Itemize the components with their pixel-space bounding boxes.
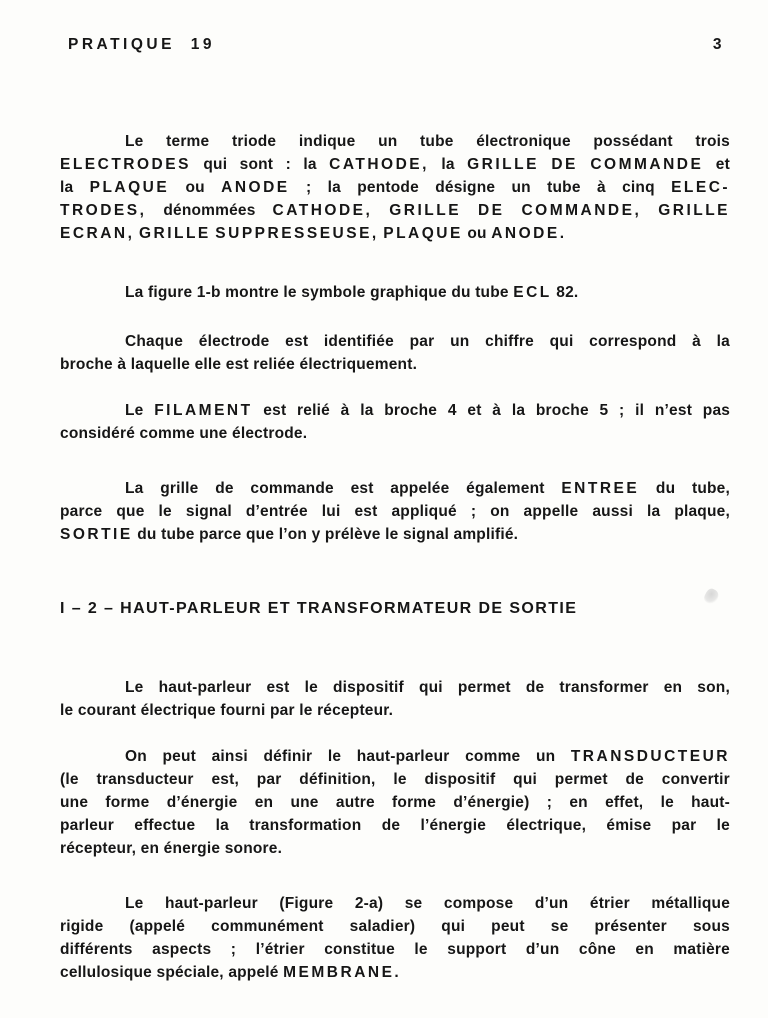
paragraph (60, 676, 730, 722)
text-line: ELECTRODES qui sont : la CATHODE, la GRILLE DE COMMANDE et (60, 156, 730, 173)
caps-emphasis: CATHODE, (329, 156, 429, 173)
paragraph (60, 745, 730, 860)
caps-emphasis: TRODES, (60, 202, 147, 219)
paragraph (60, 892, 730, 984)
text-line: parce que le signal d’entrée lui est appliqué ; on appelle aussi la plaque, (60, 503, 730, 520)
text-line: Le haut-parleur est le dispositif qui permet de transformer en son, (125, 679, 730, 696)
text-line: La grille de commande est appelée également ENTREE du tube, (125, 480, 731, 497)
text-line: récepteur, en énergie sonore. (60, 840, 283, 857)
text-line: Le FILAMENT est relié à la broche 4 et à la broche 5 ; il n’est pas (125, 402, 731, 419)
caps-emphasis: COMMANDE (590, 156, 704, 173)
text-line: TRODES, dénommées CATHODE, GRILLE DE COMMANDE, GRILLE (60, 202, 731, 219)
caps-emphasis: GRILLE (467, 156, 539, 173)
caps-emphasis: GRILLE (138, 225, 211, 242)
text-line: On peut ainsi définir le haut-parleur comme un TRANSDUCTEUR (125, 748, 731, 765)
paragraph (60, 281, 730, 304)
paragraph (60, 477, 730, 546)
text-line: Le haut-parleur (Figure 2-a) se compose d’un étrier métallique (125, 895, 731, 912)
page-header (0, 0, 768, 55)
caps-emphasis: GRILLE (658, 202, 731, 219)
caps-emphasis: ANODE (221, 179, 290, 196)
caps-emphasis: FILAMENT (154, 402, 253, 419)
caps-emphasis: SUPPRESSEUSE, (215, 225, 379, 242)
paragraph (60, 330, 730, 376)
caps-emphasis: ANODE. (491, 225, 567, 242)
caps-emphasis: ECRAN, (60, 225, 135, 242)
text-line: une forme d’énergie en une autre forme d’énergie) ; en effet, le haut- (60, 794, 731, 811)
text-line: rigide (appelé communément saladier) qui peut se présenter sous (60, 918, 730, 935)
text-line: Chaque électrode est identifiée par un chiffre qui correspond à la (125, 333, 730, 350)
caps-emphasis: TRANSDUCTEUR (570, 748, 731, 765)
text-line: cellulosique spéciale, appelé MEMBRANE. (60, 964, 402, 981)
caps-emphasis: ELEC- (671, 179, 731, 196)
caps-emphasis: DE (477, 202, 505, 219)
text-line: Le terme triode indique un tube électronique possédant trois (125, 133, 730, 150)
caps-emphasis: SORTIE (60, 526, 133, 543)
caps-emphasis: PLAQUE (383, 225, 463, 242)
caps-emphasis: PLAQUE (89, 179, 170, 196)
caps-emphasis: ELECTRODES (60, 156, 191, 173)
caps-emphasis: MEMBRANE. (283, 964, 402, 981)
caps-emphasis: CATHODE, (272, 202, 373, 219)
caps-emphasis: GRILLE (389, 202, 462, 219)
caps-emphasis: ENTREE (561, 480, 640, 497)
text-line: la PLAQUE ou ANODE ; la pentode désigne un tube à cinq ELEC- (60, 179, 731, 196)
text-line: La figure 1-b montre le symbole graphique du tube ECL 82. (125, 284, 579, 301)
paragraph (60, 130, 730, 245)
text-line: ECRAN, GRILLE SUPPRESSEUSE, PLAQUE ou ANODE. (60, 225, 567, 242)
paragraph (60, 399, 730, 445)
text-line: (le transducteur est, par définition, le dispositif qui permet de convertir (60, 771, 730, 788)
caps-emphasis: DE (551, 156, 578, 173)
text-line: broche à laquelle elle est reliée électriquement. (60, 356, 418, 373)
running-title: PRATIQUE 19 (68, 36, 215, 53)
text-line: différents aspects ; l’étrier constitue le support d’un cône en matière (60, 941, 730, 958)
text-line: considéré comme une électrode. (60, 425, 308, 442)
caps-emphasis: COMMANDE, (521, 202, 642, 219)
text-line: le courant électrique fourni par le récepteur. (60, 702, 394, 719)
section-heading: I – 2 – HAUT-PARLEUR ET TRANSFORMATEUR DE SORTIE (60, 600, 578, 617)
page-number: 3 (712, 36, 722, 53)
text-line: SORTIE du tube parce que l’on y prélève le signal amplifié. (60, 526, 519, 543)
text-line: parleur effectue la transformation de l’énergie électrique, émise par le (60, 817, 730, 834)
document-body (0, 130, 768, 984)
caps-emphasis: ECL (513, 284, 552, 301)
